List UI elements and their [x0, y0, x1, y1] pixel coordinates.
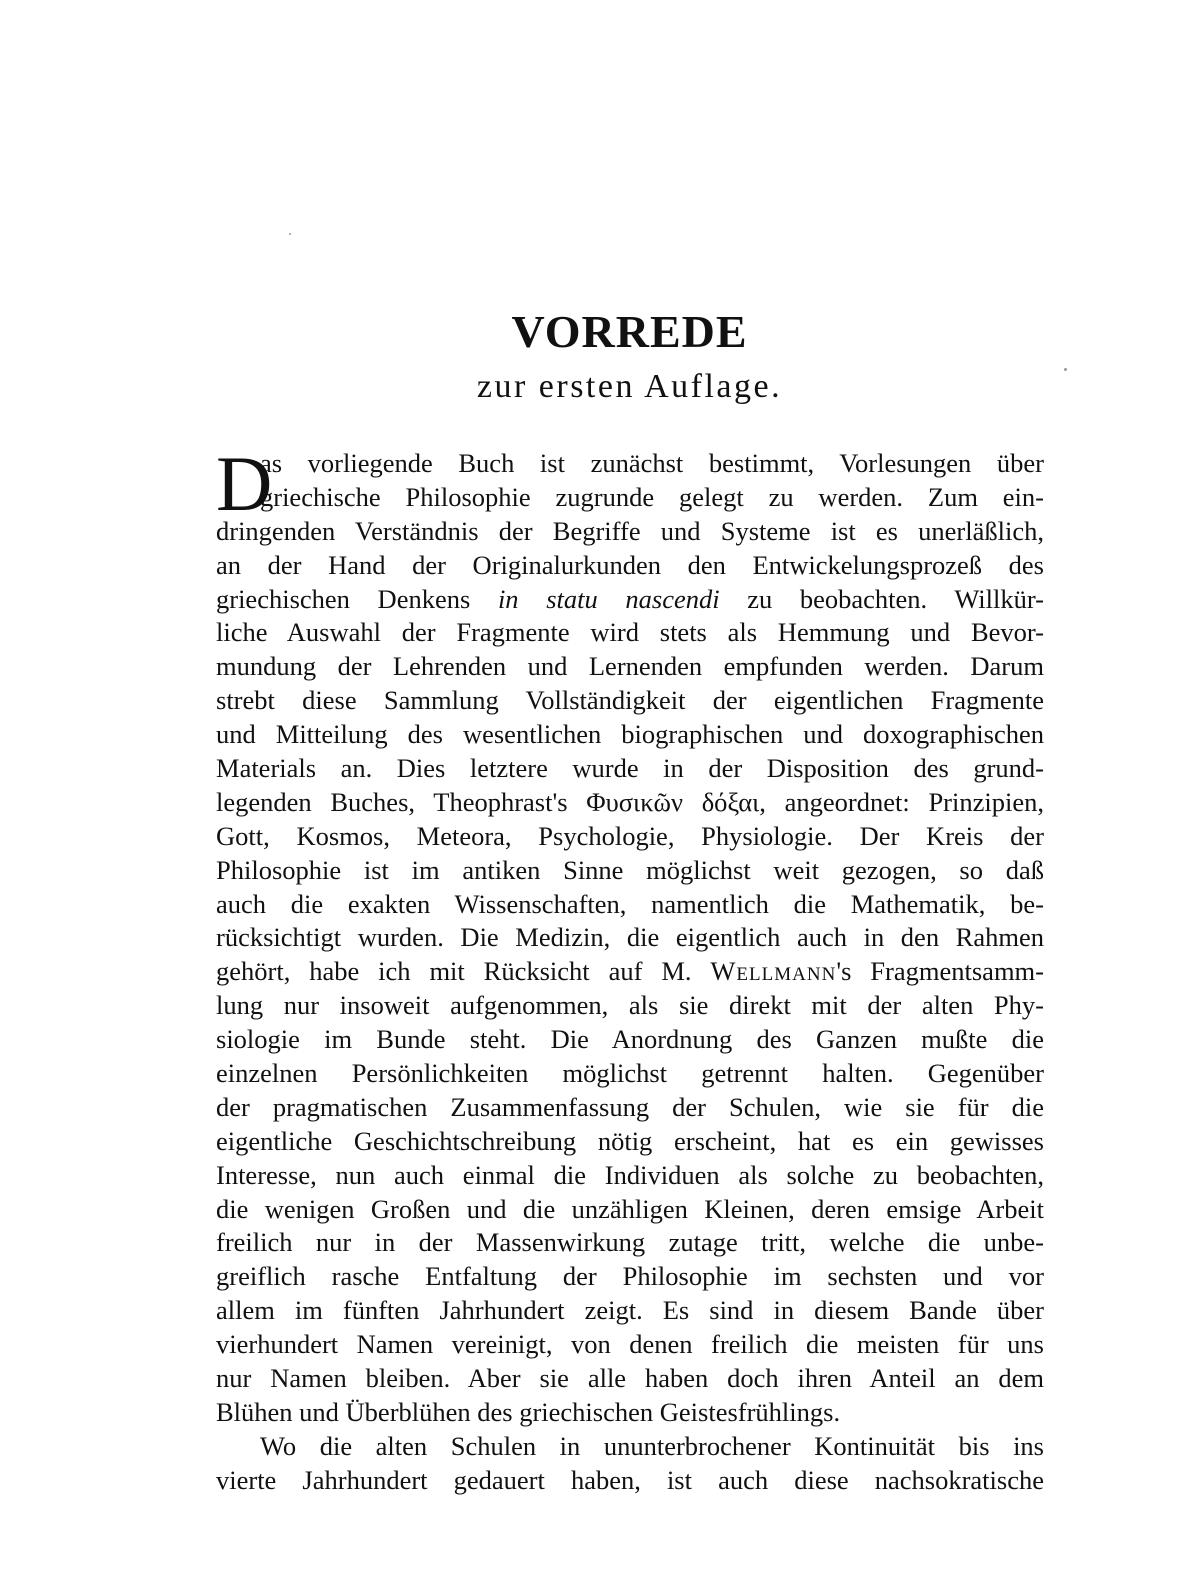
text-line: lung nur insoweit aufgenommen, als sie direkt mit der alten Phy- — [216, 990, 1044, 1021]
text-run: gehört, habe ich mit Rücksicht auf M. — [216, 956, 692, 987]
text-line: Wo die alten Schulen in ununterbrochener Kontinuität bis ins — [260, 1430, 1044, 1461]
text-line: legenden Buches, Theophrast's Φυσικῶν δόξαι, angeordnet: Prinzipien, — [216, 786, 1044, 817]
author-name-smallcaps: Wellmann — [710, 956, 837, 987]
text-line: Blühen und Überblühen des griechischen Geistesfrühlings. — [216, 1396, 841, 1427]
text-run: 's Fragmentsamm- — [836, 956, 1044, 987]
text-line: siologie im Bunde steht. Die Anordnung des Ganzen mußte die — [216, 1024, 1044, 1055]
text-line: an der Hand der Originalurkunden den Entwickelungsprozeß des — [216, 549, 1044, 580]
text-line: allem im fünften Jahrhundert zeigt. Es sind in diesem Bande über — [216, 1295, 1044, 1326]
text-line: vierte Jahrhundert gedauert haben, ist auch diese nachsokratische — [216, 1464, 1044, 1495]
text-line: und Mitteilung des wesentlichen biographischen und doxographischen — [216, 719, 1044, 750]
text-line: Interesse, nun auch einmal die Individuen als solche zu beobachten, — [216, 1159, 1044, 1190]
text-line: auch die exakten Wissenschaften, namentlich die Mathematik, be- — [216, 888, 1044, 919]
text-line: der pragmatischen Zusammenfassung der Schulen, wie sie für die — [216, 1091, 1044, 1122]
text-line: eigentliche Geschichtschreibung nötig erscheint, hat es ein gewisses — [216, 1125, 1044, 1156]
text-line: einzelnen Persönlichkeiten möglichst getrennt halten. Gegenüber — [216, 1058, 1044, 1089]
text-line: as vorliegende Buch ist zunächst bestimmt, Vorlesungen über — [260, 448, 1044, 478]
text-run: griechischen Denkens — [216, 583, 471, 614]
text-line — [216, 583, 1044, 617]
preface-text — [216, 440, 1045, 1498]
text-line: greiflich rasche Entfaltung der Philosophie im sechsten und vor — [216, 1261, 1044, 1292]
text-line: mundung der Lehrenden und Lernenden empfunden werden. Darum — [216, 651, 1044, 682]
drop-cap: D — [216, 440, 273, 527]
text-line: Materials an. Dies letztere wurde in der Disposition des grund- — [216, 753, 1044, 784]
latin-phrase: in statu nascendi — [497, 583, 720, 614]
text-line: freilich nur in der Massenwirkung zutage tritt, welche die unbe- — [216, 1227, 1044, 1258]
scan-speck — [289, 233, 291, 235]
text-line: nur Namen bleiben. Aber sie alle haben doch ihren Anteil an dem — [216, 1363, 1044, 1394]
page-title: VORREDE — [511, 306, 748, 357]
text-line — [216, 955, 1044, 989]
text-line: rücksichtigt wurden. Die Medizin, die eigentlich auch in den Rahmen — [216, 922, 1044, 953]
page-subtitle: zur ersten Auflage. — [476, 368, 783, 405]
text-run: zu beobachten. Willkür- — [747, 583, 1045, 614]
text-line: dringenden Verständnis der Begriffe und Systeme ist es unerläßlich, — [216, 515, 1044, 546]
text-line: die wenigen Großen und die unzähligen Kleinen, deren emsige Arbeit — [216, 1193, 1044, 1224]
text-line: strebt diese Sammlung Vollständigkeit der eigentlichen Fragmente — [216, 685, 1044, 716]
text-line: griechische Philosophie zugrunde gelegt zu werden. Zum ein- — [260, 481, 1044, 512]
text-line: liche Auswahl der Fragmente wird stets als Hemmung und Bevor- — [216, 617, 1044, 648]
text-line: vierhundert Namen vereinigt, von denen freilich die meisten für uns — [216, 1329, 1044, 1360]
text-line: Gott, Kosmos, Meteora, Psychologie, Physiologie. Der Kreis der — [216, 820, 1044, 851]
text-line: Philosophie ist im antiken Sinne möglichst weit gezogen, so daß — [216, 854, 1044, 885]
